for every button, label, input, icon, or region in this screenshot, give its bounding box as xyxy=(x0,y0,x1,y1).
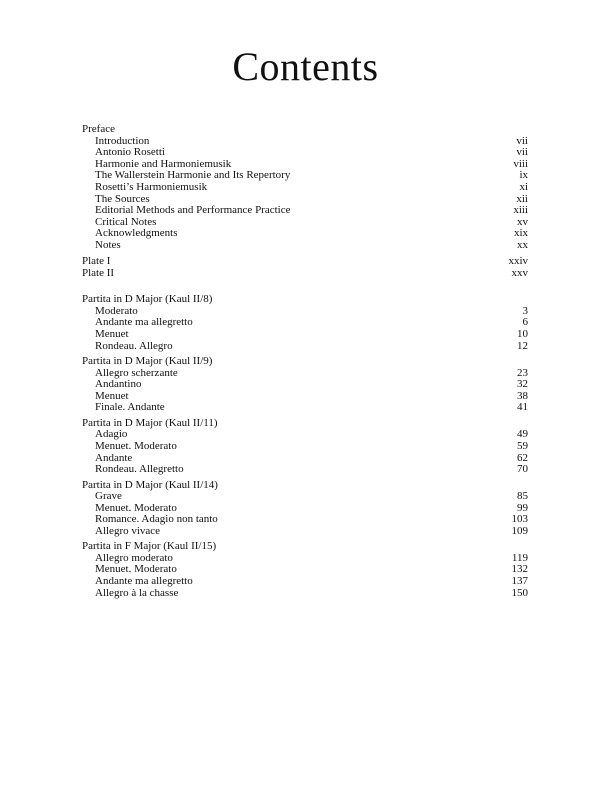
toc-entry xyxy=(82,182,528,194)
toc-entry xyxy=(82,464,528,476)
toc-entry-page: 62 xyxy=(517,451,528,464)
toc-entry-page: 38 xyxy=(517,389,528,402)
toc-entry-label: Antonio Rosetti xyxy=(95,146,165,159)
toc-entry xyxy=(82,205,528,217)
toc-entry-label: Rosetti’s Harmoniemusik xyxy=(95,180,208,193)
toc-entry xyxy=(82,329,528,341)
toc-entry-page: 103 xyxy=(511,513,528,526)
toc-entry-page: xxv xyxy=(511,266,528,279)
toc-entry-label: Menuet. Moderato xyxy=(95,439,177,452)
toc-entry-page: xix xyxy=(513,227,528,240)
toc-entry-label: Menuet. Moderato xyxy=(95,501,177,514)
toc-entry-label: The Wallerstein Harmonie and Its Repertory xyxy=(95,169,291,182)
toc-entry-page: 150 xyxy=(511,586,528,599)
toc-entry xyxy=(82,317,528,329)
toc-entry-page: xiii xyxy=(513,204,528,217)
toc-entry-label: Acknowledgments xyxy=(95,227,178,240)
toc-entry-label: Menuet. Moderato xyxy=(95,563,177,576)
toc-entry-label: Allegro à la chasse xyxy=(95,586,179,599)
toc-entry-label: Critical Notes xyxy=(95,215,157,228)
toc-entry-label: Andante xyxy=(95,451,133,464)
section-heading-partita xyxy=(82,418,528,430)
toc-entry-page: 32 xyxy=(517,378,528,391)
toc-entry-page: viii xyxy=(513,157,528,170)
toc-entry-page: 3 xyxy=(522,304,528,317)
toc-entry-label: Introduction xyxy=(95,134,150,147)
toc-entry-page: xxiv xyxy=(508,255,528,268)
toc-entry-label: Finale. Andante xyxy=(95,401,165,414)
toc-entry-label: Andante ma allegretto xyxy=(95,316,193,329)
toc-entry-label: Menuet xyxy=(95,389,129,402)
section-heading-label: Partita in F Major (Kaul II/15) xyxy=(82,540,217,553)
toc-entry-page: 137 xyxy=(511,575,528,588)
toc-entry-page: 23 xyxy=(517,366,528,379)
toc-entry-label: Menuet xyxy=(95,328,129,340)
toc-entry-page: 85 xyxy=(517,490,528,503)
section-heading-preface xyxy=(82,124,528,136)
toc-entry-label: Rondeau. Allegretto xyxy=(95,463,184,476)
toc-entry-label: Rondeau. Allegro xyxy=(95,339,173,352)
section-heading-label: Partita in D Major (Kaul II/11) xyxy=(82,416,218,429)
toc-entry xyxy=(82,379,528,391)
toc-entry xyxy=(82,441,528,453)
toc-entry xyxy=(82,588,528,600)
toc-entry-label: Plate II xyxy=(82,266,115,279)
toc-entry-plate xyxy=(82,268,528,280)
toc-entry-page: 119 xyxy=(511,551,528,564)
toc-entry-label: Allegro scherzante xyxy=(95,366,178,379)
toc-entry-page: 41 xyxy=(517,401,528,414)
toc-entry-label: Grave xyxy=(95,490,122,503)
table-of-contents xyxy=(82,124,528,599)
toc-entry-page: xi xyxy=(519,180,528,193)
toc-entry-page: 49 xyxy=(517,428,528,441)
toc-entry-page: vii xyxy=(516,146,528,159)
toc-entry-label: Andantino xyxy=(95,378,142,391)
toc-entry-page: xii xyxy=(516,192,528,205)
toc-entry-label: Moderato xyxy=(95,304,138,317)
toc-entry xyxy=(82,228,528,240)
toc-entry-page: 99 xyxy=(517,501,528,514)
toc-entry-page: 10 xyxy=(517,328,528,340)
section-heading-partita xyxy=(82,294,528,306)
toc-entry-page: 59 xyxy=(517,439,528,452)
section-heading-partita xyxy=(82,356,528,368)
section-heading-label: Partita in D Major (Kaul II/9) xyxy=(82,354,213,367)
toc-entry-label: Plate I xyxy=(82,255,111,268)
toc-entry-page: 132 xyxy=(511,563,528,576)
toc-entry xyxy=(82,526,528,538)
toc-entry-page: ix xyxy=(519,169,528,182)
toc-entry-label: The Sources xyxy=(95,192,150,205)
section-heading-partita xyxy=(82,480,528,492)
toc-entry-page: vii xyxy=(516,134,528,147)
section-heading-label: Partita in D Major (Kaul II/8) xyxy=(82,293,213,306)
toc-entry-page: 70 xyxy=(517,463,528,476)
toc-entry-label: Editorial Methods and Performance Practice xyxy=(95,204,291,217)
toc-entry xyxy=(82,240,528,252)
toc-entry-label: Notes xyxy=(95,238,121,251)
toc-entry xyxy=(82,491,528,503)
toc-entry-label: Andante ma allegretto xyxy=(95,575,193,588)
toc-entry-label: Allegro moderato xyxy=(95,551,173,564)
toc-entry xyxy=(82,402,528,414)
section-heading-label: Partita in D Major (Kaul II/14) xyxy=(82,478,218,491)
toc-entry xyxy=(82,341,528,353)
toc-entry-page: xx xyxy=(517,238,528,251)
toc-entry xyxy=(82,368,528,380)
toc-entry-plate xyxy=(82,256,528,268)
toc-entry-label: Allegro vivace xyxy=(95,524,161,537)
toc-entry xyxy=(82,576,528,588)
toc-entry-page: 109 xyxy=(511,524,528,537)
toc-entry-page: 6 xyxy=(522,316,528,329)
toc-entry-page: 12 xyxy=(517,339,528,352)
page-title: Contents xyxy=(232,44,379,89)
toc-entry-label: Romance. Adagio non tanto xyxy=(95,513,218,526)
toc-entry-label: Adagio xyxy=(95,428,128,441)
toc-entry-label: Harmonie and Harmoniemusik xyxy=(95,157,232,170)
toc-entry-page: xv xyxy=(517,215,528,228)
section-heading-label: Preface xyxy=(82,123,115,135)
